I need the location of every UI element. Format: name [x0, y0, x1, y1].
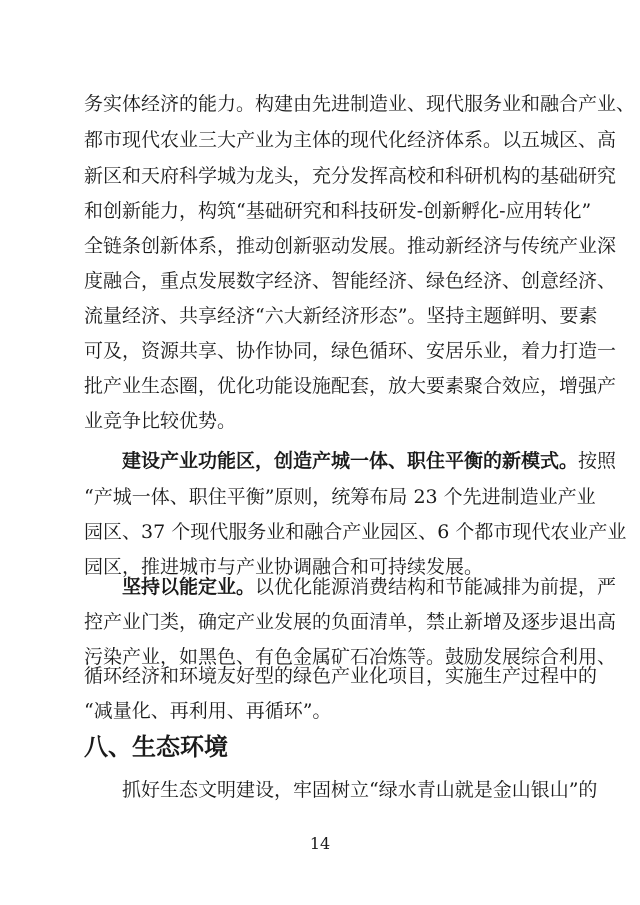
page-number: 14	[309, 834, 331, 853]
text-line: “产城一体、职住平衡”原则，统筹布局 23 个先进制造业产业	[84, 486, 596, 508]
text-run: 按照	[578, 450, 617, 472]
section-heading: 八、生态环境	[84, 733, 228, 761]
text-line: 园区，推进城市与产业协调融合和可持续发展。	[84, 556, 484, 578]
text-line: 园区、37 个现代服务业和融合产业园区、6 个都市现代农业产业	[84, 521, 627, 543]
text-line: 业竞争比较优势。	[84, 410, 237, 432]
text-line: 务实体经济的能力。构建由先进制造业、现代服务业和融合产业、	[84, 93, 636, 115]
text-run: 以优化能源消费结构和节能减排为前提，严	[255, 576, 617, 598]
text-line	[84, 448, 617, 474]
text-line: 和创新能力，构筑“基础研究和科技研发-创新孵化-应用转化”	[84, 200, 592, 222]
text-line: 抓好生态文明建设，牢固树立“绿水青山就是金山银山”的	[122, 779, 598, 801]
text-line: 可及，资源共享、协作协同，绿色循环、安居乐业，着力打造一	[84, 340, 617, 362]
bold-lead-sentence: 坚持以能定业。	[122, 576, 256, 598]
text-line: 控产业门类，确定产业发展的负面清单，禁止新增及逐步退出高	[84, 611, 617, 633]
text-line: 批产业生态圈，优化功能设施配套，放大要素聚合效应，增强产	[84, 375, 617, 397]
text-line	[84, 574, 617, 600]
text-line: 度融合，重点发展数字经济、智能经济、绿色经济、创意经济、	[84, 270, 617, 292]
text-line: 流量经济、共享经济“六大新经济形态”。坚持主题鲜明、要素	[84, 305, 598, 327]
text-line: 都市现代农业三大产业为主体的现代化经济体系。以五城区、高	[84, 129, 617, 151]
text-line: 全链条创新体系，推动创新驱动发展。推动新经济与传统产业深	[84, 235, 617, 257]
text-line: 污染产业，如黑色、有色金属矿石冶炼等。鼓励发展综合利用、	[84, 646, 617, 668]
text-line: 循环经济和环境友好型的绿色产业化项目，实施生产过程中的	[84, 665, 598, 687]
bold-lead-sentence: 建设产业功能区，创造产城一体、职住平衡的新模式。	[122, 450, 579, 472]
text-line: “减量化、再利用、再循环”。	[84, 700, 332, 722]
text-line: 新区和天府科学城为龙头，充分发挥高校和科研机构的基础研究	[84, 165, 617, 187]
